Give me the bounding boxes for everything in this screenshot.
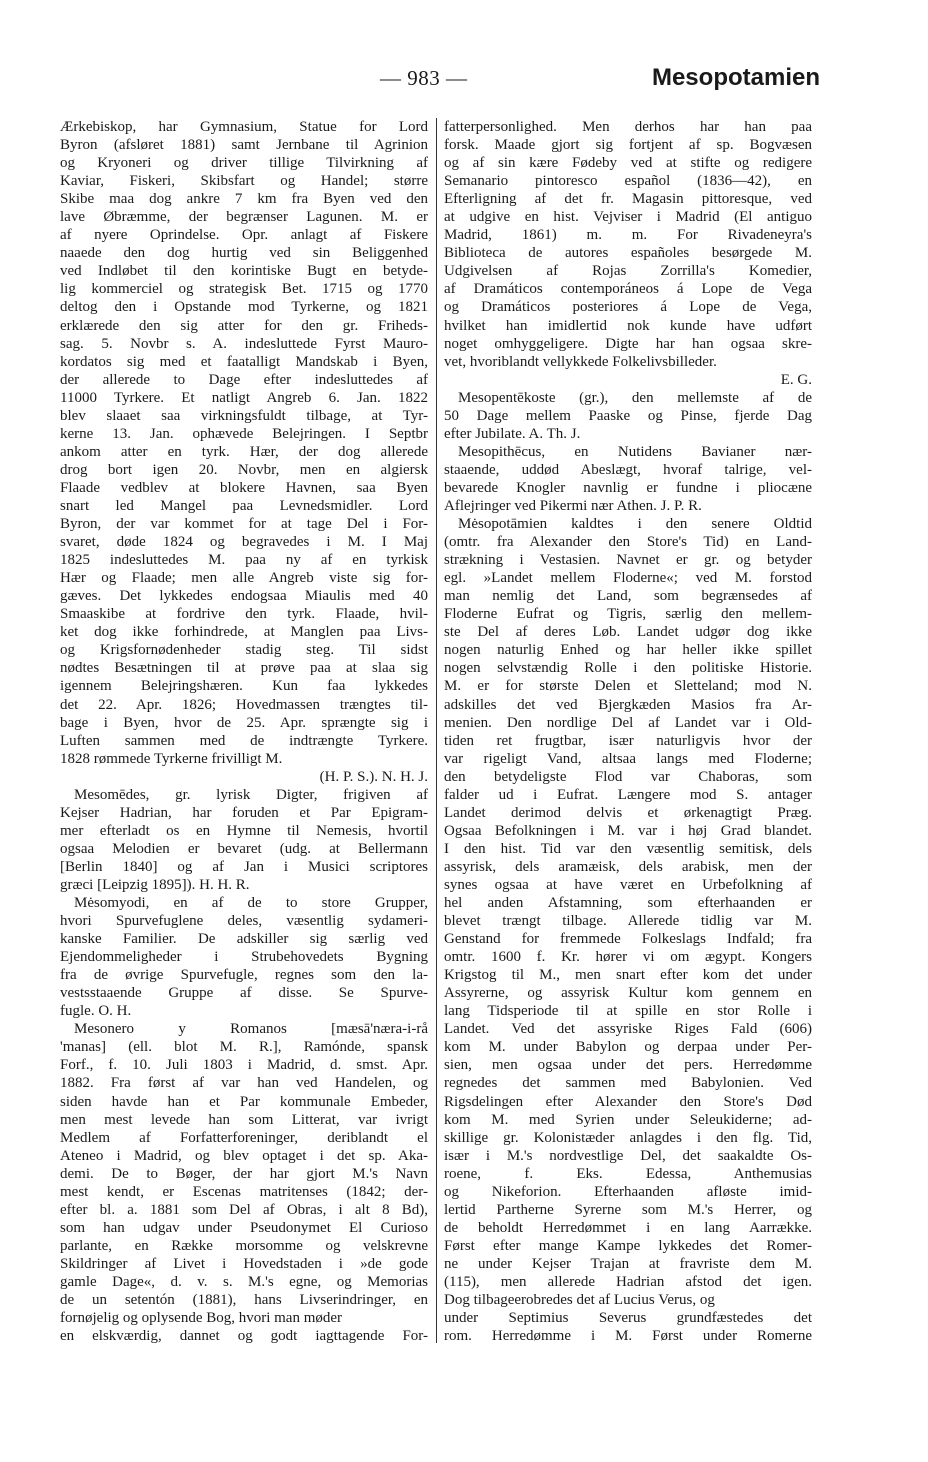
- text-line: synes ogsaa at have været en Urbefolkning af: [444, 876, 812, 893]
- text-line: (omtr. fra Alexander den Store's Tid) en Land-: [444, 534, 812, 551]
- text-line: og Nikeforion. Efterhaanden afløste imid-: [444, 1183, 812, 1200]
- text-line: ne under Kejser Trajan at fravriste dem M.: [444, 1255, 812, 1272]
- text-line: Biblioteca de autores españoles besørgede M.: [444, 245, 812, 262]
- text-line: Landet derimod delvis et ørkenagtigt Præg.: [444, 804, 812, 821]
- text-line: og af sin kære Fødeby ved at stifte og redigere: [444, 155, 812, 172]
- text-line: 1882. Fra først af var han ved Handelen, og: [60, 1075, 428, 1092]
- text-line: men mest levede han som Litterat, var ivrigt: [60, 1111, 428, 1128]
- text-line: Luften sammen med de indtrængte Tyrkere.: [60, 732, 428, 749]
- text-line: Udgivelsen af Rojas Zorrilla's Komedier,: [444, 263, 812, 280]
- text-line: Medlem af Forfatterforeninger, deriblandt el: [60, 1129, 428, 1146]
- text-line: erklærede den sig atter for den gr. Friheds-: [60, 317, 428, 334]
- page-number: — 983 —: [380, 66, 468, 90]
- text-line: Mesopithēcus, en Nutidens Bavianer nær-: [458, 443, 812, 460]
- text-line: Kaviar, Fiskeri, Skibsfart og Handel; større: [60, 173, 428, 190]
- text-line: lang Tidsperiode til at spille en stor Rolle i: [444, 1003, 812, 1020]
- text-line: af nyere Oprindelse. Opr. anlagt af Fiskere: [60, 227, 428, 244]
- text-line: 11000 Tyrkere. Et natligt Angreb 6. Jan. 1822: [60, 389, 428, 406]
- text-line: [Berlin 1840] og af Jan i Musici scriptores: [60, 858, 428, 875]
- text-line: Mesomēdes, gr. lyrisk Digter, frigiven af: [74, 786, 428, 803]
- text-line: 50 Dage mellem Paaske og Pinse, fjerde Dag: [444, 407, 812, 424]
- text-line: især i M.'s nordvestlige Del, det saakaldte Os-: [444, 1147, 812, 1164]
- text-line: græci [Leipzig 1895]). H. H. R.: [60, 876, 250, 893]
- text-line: ankom atter en tyrk. Hær, der dog allerede: [60, 443, 428, 460]
- text-line: tiden ret frugtbar, især naturligvis hvor der: [444, 732, 812, 749]
- text-line: Byron, der var kommet for at tage Del i For-: [60, 516, 428, 533]
- text-line: der allerede to Dage efter indesluttedes af: [60, 371, 428, 388]
- text-line: Flaade vedblev at blokere Havnen, saa Byen: [60, 479, 428, 496]
- text-line: M. er for største Delen et Sletteland; mod N.: [444, 678, 812, 695]
- text-line: Kejser Hadrian, har foruden et Par Epigram-: [60, 804, 428, 821]
- text-line: Ærkebiskop, har Gymnasium, Statue for Lord: [60, 119, 428, 135]
- text-line: Først efter mange Kampe lykkedes det Romer-: [444, 1237, 812, 1254]
- text-line: Forf., f. 10. Juli 1803 i Madrid, d. smst. Apr.: [60, 1057, 428, 1074]
- text-line: Assyrerne, og assyrisk Kultur kom gennem en: [444, 985, 812, 1002]
- text-line: (H. P. S.). N. H. J.: [319, 768, 428, 785]
- text-line: staaende, uddød Abeslægt, hvoraf talrige, vel-: [444, 461, 812, 478]
- text-line: omtr. 1600 f. Kr. hører vi om ægypt. Kongers: [444, 949, 812, 966]
- text-line: E. G.: [780, 371, 812, 388]
- text-line: svaret, døde 1824 og begravedes i M. I Maj: [60, 534, 428, 551]
- text-line: I den hist. Tid var den væsentlig semitisk, dels: [444, 840, 812, 857]
- text-line: Mėsopotāmien kaldtes i den senere Oldtid: [458, 516, 812, 533]
- text-line: de beholdt Herredømmet i en lang Aarrække.: [444, 1219, 812, 1236]
- text-line: de un setentón (1881), hans Livserindringer, en: [60, 1292, 428, 1309]
- text-line: at udgive en hist. Vejviser i Madrid (El antiguo: [444, 209, 812, 226]
- text-line: regnedes det sammen med Babylonien. Ved: [444, 1075, 812, 1092]
- text-line: og Dramáticos posteriores á Lope de Vega,: [444, 299, 812, 316]
- text-line: mer efterladt os en Hymne til Nemesis, hvortil: [60, 822, 428, 839]
- text-line: 1828 rømmede Tyrkerne frivilligt M.: [60, 750, 283, 767]
- text-line: igennem Belejringshæren. Kun faa lykkedes: [60, 678, 428, 695]
- text-line: Semanario pintoresco español (1836—42), en: [444, 173, 812, 190]
- text-line: Aflejringer ved Pikermi nær Athen. J. P. R.: [444, 497, 702, 514]
- text-line: mest kendt, er Escenas matritenses (1842; der-: [60, 1183, 428, 1200]
- text-line: egl. »Landet mellem Floderne«; ved M. forstod: [444, 570, 812, 587]
- text-line: kom M. under Babylon og derpaa under Per-: [444, 1039, 812, 1056]
- text-line: siden havde han et Par kommunale Embeder,: [60, 1093, 428, 1110]
- text-line: gæves. Det lykkedes endogsaa Miaulis med 40: [60, 588, 428, 605]
- text-line: den betydeligste Flod var Chaboras, som: [444, 768, 812, 785]
- text-line: var rigeligt Vand, altsaa langs med Floderne;: [444, 750, 812, 767]
- text-line: blev slaaet saa virkningsfuldt tilbage, at Tyr-: [60, 407, 428, 424]
- text-line: vestsstaaende Gruppe af disse. Se Spurve-: [60, 985, 428, 1002]
- text-line: Madrid, 1861) m. m. For Rivadeneyra's: [444, 227, 812, 244]
- text-line: gamle Dage«, d. v. s. M.'s egne, og Memorias: [60, 1274, 428, 1290]
- text-line: efter bl. a. 1881 som Del af Obras, i alt 8 Bd),: [60, 1201, 428, 1218]
- text-line: hvilket han imidlertid nok kunde have udført: [444, 317, 812, 334]
- text-line: parlante, en Række morsomme og velskrevne: [60, 1237, 428, 1254]
- text-line: af Dramáticos contemporáneos á Lope de Vega: [444, 281, 812, 298]
- text-line: fugle. O. H.: [60, 1003, 132, 1020]
- text-line: (115), men allerede Hadrian afstod det igen.: [444, 1274, 812, 1290]
- text-line: Rigsdelingen efter Alexander den Store's Død: [444, 1093, 812, 1110]
- text-line: kom M. med Syrien under Seleukiderne; ad-: [444, 1111, 812, 1128]
- text-line: Ogsaa Befolkningen i M. var i høj Grad blandet.: [444, 822, 812, 839]
- text-line: roene, f. Eks. Edessa, Anthemusias: [444, 1165, 812, 1182]
- text-line: ogsaa Melodien er bevaret (udg. at Bellermann: [60, 840, 428, 857]
- text-line: snart led Mangel paa Levnedsmidler. Lord: [60, 497, 428, 514]
- text-line: assyrisk, dels aramæisk, dels arabisk, men der: [444, 858, 812, 875]
- text-line: fatterpersonlighed. Men derhos har han paa: [444, 119, 812, 135]
- text-line: Dog tilbageerobredes det af Lucius Verus, og: [444, 1292, 715, 1309]
- text-line: 'manas] (ell. blot M. R.], Ramónde, spansk: [60, 1039, 428, 1056]
- right-column: [444, 118, 812, 1345]
- text-line: deltog den i Opstande mod Tyrkerne, og 1821: [60, 299, 428, 316]
- text-line: blevet trængt tilbage. Allerede tidlig var M.: [444, 913, 812, 930]
- text-line: lertid Partherne Syrerne som M.'s Herrer, og: [444, 1201, 812, 1218]
- text-line: Smaaskibe at fordrive den tyrk. Flaade, hvil-: [60, 606, 428, 623]
- text-line: det 22. Apr. 1826; Hovedmassen trængtes til-: [60, 696, 428, 713]
- running-head: Mesopotamien: [651, 64, 820, 91]
- text-line: noget omhyggeligere. Digte har han ogsaa skre-: [444, 335, 812, 352]
- text-line: man nemlig det Land, som begrænsedes af: [444, 588, 812, 605]
- text-line: Byron (afsløret 1881) samt Jernbane til Agrinion: [60, 137, 428, 154]
- text-line: og Kryoneri og driver tillige Tilvirkning af: [60, 155, 428, 172]
- text-line: Efterligning af det fr. Magasin pittoresque, ved: [444, 191, 812, 208]
- text-line: falder ud i Eufrat. Længere mod S. antager: [444, 786, 812, 803]
- text-line: Floderne Eufrat og Tigris, særlig den mellem-: [444, 606, 812, 623]
- text-line: fra de øvrige Spurvefugle, regnes som den la-: [60, 967, 428, 984]
- text-line: en elskværdig, dannet og godt iagttagende For-: [60, 1328, 428, 1345]
- text-line: menien. Den nordlige Del af Landet var i Old-: [444, 714, 812, 731]
- text-line: 1825 indesluttedes M. paa ny af en tyrkisk: [60, 552, 428, 569]
- text-line: Skildringer af Livet i Hovedstaden i »de gode: [60, 1255, 428, 1272]
- text-line: rom. Herredømme i M. Først under Romerne: [444, 1328, 812, 1345]
- text-line: hvori Spurvefuglene deles, væsentlig sydameri-: [60, 913, 428, 930]
- text-line: som han udgav under Pseudonymet El Curioso: [60, 1219, 428, 1236]
- text-line: drog bort igen 20. Novbr, men en algiersk: [60, 461, 428, 478]
- text-line: Mesopentēkoste (gr.), den mellemste af de: [458, 389, 812, 406]
- text-line: nogen selvstændig Rolle i den politiske Historie.: [444, 660, 812, 677]
- text-line: skillige gr. Kolonistæder anlagdes i den flg. Tid,: [444, 1129, 812, 1146]
- text-line: nødtes Besætningen til at prøve paa at slaa sig: [60, 660, 428, 677]
- text-line: Mėsomyodi, en af de to store Grupper,: [74, 895, 428, 912]
- text-line: fornøjelig og oplysende Bog, hvori man møder: [60, 1310, 343, 1327]
- text-line: under Septimius Severus grundfæstedes det: [444, 1310, 812, 1327]
- left-column: [60, 118, 428, 1345]
- text-line: Skibe maa dog ankre 7 km fra Byen ved den: [60, 191, 428, 208]
- text-line: naaede den dog hurtig ved sin Beliggenhed: [60, 245, 428, 262]
- text-line: og Krigsfornødenheder stadig steg. Til sidst: [60, 642, 428, 659]
- text-line: lig kommerciel og strategisk Bet. 1715 og 1770: [60, 281, 428, 298]
- text-line: nogen naturlig Enhed og har heller ikke spillet: [444, 642, 812, 659]
- text-line: ved Indløbet til den korintiske Bugt en betyde-: [60, 263, 428, 280]
- text-line: sien, men ogsaa under det pers. Herredømme: [444, 1057, 812, 1074]
- text-line: Genstand for fremmede Folkeslags Indfald; fra: [444, 931, 812, 948]
- column-divider: [436, 118, 437, 1343]
- text-line: hel anden Afstamning, som efterhaanden er: [444, 895, 812, 912]
- text-line: kanske Familier. De adskiller sig særlig ved: [60, 931, 428, 948]
- text-line: ket dog ikke forhindrede, at Manglen paa Livs-: [60, 624, 428, 641]
- text-line: Hær og Flaade; men alle Angreb viste sig for-: [60, 570, 428, 587]
- text-line: bage i Byen, hvor de 25. Apr. sprængte sig i: [60, 714, 428, 731]
- text-line: lave Øbræmme, der begrænser Lagunen. M. er: [60, 209, 428, 226]
- text-line: demi. De to Bøger, der har gjort M.'s Navn: [60, 1165, 428, 1182]
- text-line: strækning i Vestasien. Navnet er gr. og betyder: [444, 552, 812, 569]
- text-line: kerne 13. Jan. ophævede Belejringen. I Septbr: [60, 425, 428, 442]
- text-line: vet, hvoriblandt vellykkede Folkelivsbilleder.: [444, 353, 717, 370]
- text-line: Ateneo i Madrid, og blev optaget i det sp. Aka-: [60, 1147, 428, 1164]
- text-line: Mesonero y Romanos [mæsā'næra-i-rå: [74, 1021, 428, 1038]
- text-line: bevarede Knogler navnlig er fundne i pliocæne: [444, 479, 812, 496]
- text-line: adskilles det ved Bjergkæden Masios fra Ar-: [444, 696, 812, 713]
- text-line: sag. 5. Novbr s. A. indesluttede Fyrst Mauro-: [60, 335, 428, 352]
- text-line: forsk. Maade gjort sig fortjent af sp. Bogvæsen: [444, 137, 812, 154]
- text-line: ste Del af deres Løb. Landet udgør dog ikke: [444, 624, 812, 641]
- text-line: Landet. Ved det assyriske Riges Fald (606): [444, 1021, 812, 1038]
- text-line: efter Jubilate. A. Th. J.: [444, 425, 581, 442]
- text-line: Krigstog til M., men snart efter kom det under: [444, 967, 812, 984]
- text-line: kordatos sig med et faatalligt Mandskab i Byen,: [60, 353, 428, 370]
- text-line: Ejendommeligheder i Strubehovedets Bygning: [60, 949, 428, 966]
